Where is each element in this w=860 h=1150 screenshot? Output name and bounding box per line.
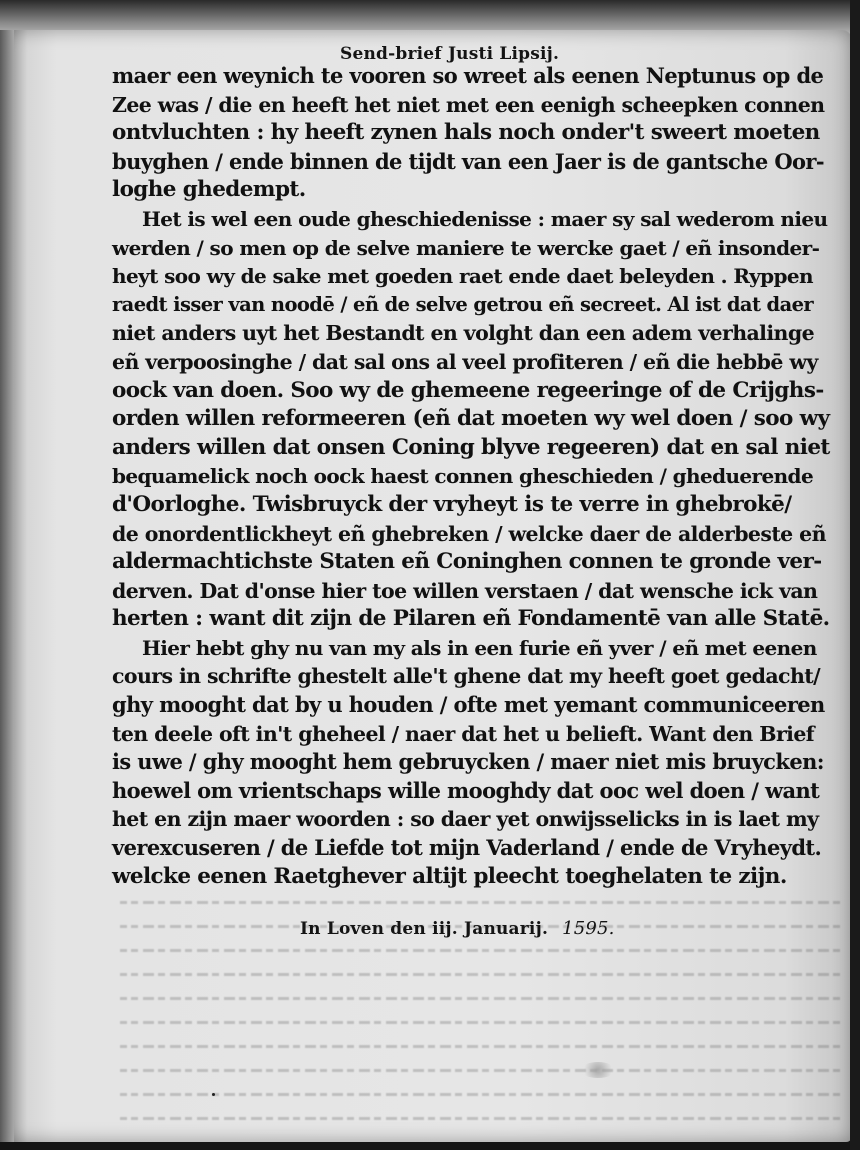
text-line: orden willen reformeeren (eñ dat moeten wy wel doen / soo wy	[112, 406, 830, 432]
paragraph-1	[112, 62, 830, 205]
paragraph-2	[112, 205, 830, 634]
text-line: ghy mooght dat by u houden / ofte met yemant communiceeren	[112, 692, 825, 718]
text-line: cours in schrifte ghestelt alle't ghene dat my heeft goet gedacht/	[112, 664, 820, 689]
text-line: ontvluchten : hy heeft zynen hals noch onder't sweert moeten	[112, 120, 820, 146]
text-line: buyghen / ende binnen de tijdt van een Jaer is de gantsche Oor-	[112, 148, 824, 174]
text-line: anders willen dat onsen Coning blyve regeeren) dat en sal niet	[112, 434, 830, 460]
text-line: de onordentlickheyt eñ ghebreken / welcke daer de alderbeste eñ	[112, 521, 826, 546]
dateline	[300, 918, 660, 939]
text-line: maer een weynich te vooren so wreet als eenen Neptunus op de	[112, 63, 824, 88]
paper-stain	[580, 1062, 616, 1078]
text-line: ten deele oft in't gheheel / naer dat het u belieft. Want den Brief	[112, 721, 815, 746]
text-line: is uwe / ghy mooght hem gebruycken / maer niet mis bruycken:	[112, 749, 824, 775]
text-line: herten : want dit zijn de Pilaren eñ Fondamentē van alle Statē.	[112, 606, 830, 632]
text-line: loghe ghedempt.	[112, 177, 306, 203]
text-line: Het is wel een oude gheschiedenisse : maer sy sal wederom nieu	[142, 206, 828, 231]
text-line: aldermachtichste Staten eñ Coninghen connen te gronde ver-	[112, 549, 822, 575]
dateline-text: In Loven den iij. Januarij.	[300, 919, 549, 939]
text-line: d'Oorloghe. Twisbruyck der vryheyt is te verre in ghebrokē/	[112, 491, 792, 517]
text-line: heyt soo wy de sake met goeden raet ende daet beleyden . Ryppen	[112, 264, 813, 289]
body-text	[112, 62, 830, 891]
running-head: Send-brief Justi Lipsij.	[340, 44, 560, 64]
text-line: raedt isser van noodē / eñ de selve getrou eñ secreet. Al ist dat daer	[112, 292, 814, 316]
text-line: werden / so men op de selve maniere te wercke gaet / eñ insonder-	[112, 235, 820, 260]
text-line: Zee was / die en heeft het niet met een eenigh scheepken connen	[112, 92, 825, 117]
text-line: het en zijn maer woorden : so daer yet onwijsselicks in is laet my	[112, 807, 819, 832]
scan-border	[850, 0, 860, 1150]
text-line: derven. Dat d'onse hier toe willen verstaen / dat wensche ick van	[112, 578, 818, 603]
text-line: bequamelick noch oock haest connen gheschieden / gheduerende	[112, 464, 814, 489]
page-gutter-edge	[0, 30, 14, 1142]
text-line: welcke eenen Raetghever altijt pleecht toeghelaten te zijn.	[112, 863, 787, 889]
paragraph-3	[112, 634, 830, 891]
text-line: niet anders uyt het Bestandt en volght dan een adem verhalinge	[112, 321, 815, 346]
text-line: verexcuseren / de Liefde tot mijn Vaderland / ende de Vryheydt.	[112, 835, 822, 861]
text-line: oock van doen. Soo wy de ghemeene regeeringe of de Crijghs-	[112, 377, 824, 403]
text-line: hoewel om vrientschaps wille mooghdy dat ooc wel doen / want	[112, 777, 820, 803]
ink-speck	[212, 1093, 215, 1096]
text-line: eñ verpoosinghe / dat sal ons al veel profiteren / eñ die hebbē wy	[112, 349, 818, 374]
text-line: Hier hebt ghy nu van my als in een furie eñ yver / eñ met eenen	[142, 635, 817, 660]
dateline-year: 1595.	[562, 918, 615, 939]
